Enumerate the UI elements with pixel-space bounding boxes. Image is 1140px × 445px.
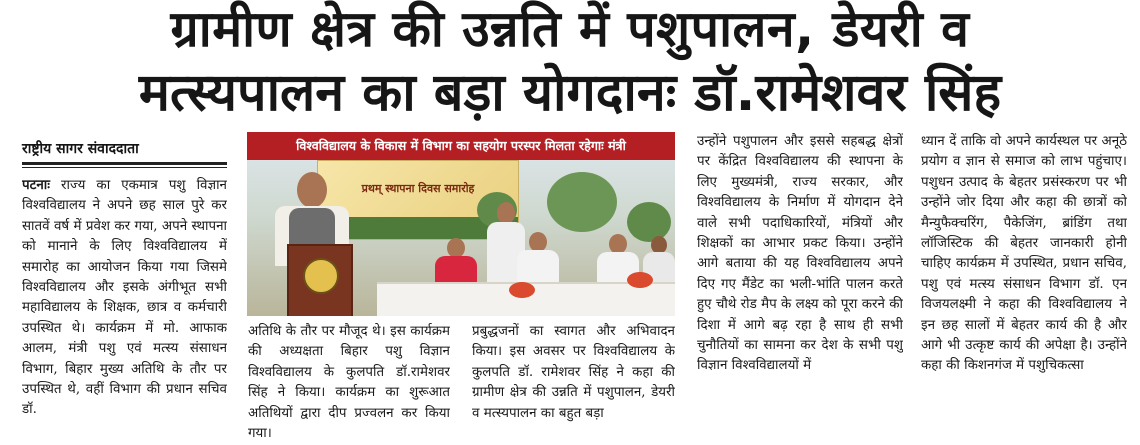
- photo-caption: विश्वविद्यालय के विकास में विभाग का सहयोग परस्पर मिलता रहेगाः मंत्री: [247, 132, 675, 160]
- dateline: पटनाः: [22, 178, 50, 193]
- headline-line-2: मत्स्यपालन का बड़ा योगदानः डॉ.रामेशवर सिंह: [138, 63, 1002, 123]
- article-column-1b: अतिथि के तौर पर मौजूद थे। इस कार्यक्रम की अध्यक्षता बिहार पशु विज्ञान विश्वविद्यालय के कुलपति डॉ.रामेशवर सिंह ने किया। कार्यक्रम का शुरूआत अतिथियों द्वारा दीप प्रज्वलन कर किया गया।: [248, 324, 450, 442]
- flower-bouquet-icon: [509, 282, 535, 298]
- headline-line-1: ग्रामीण क्षेत्र की उन्नति में पशुपालन, डेयरी व: [170, 0, 970, 58]
- article-column-2: प्रबुद्धजनों का स्वागत और अभिवादन किया। इस अवसर पर विश्वविद्यालय के कुलपति डॉ. रामेशवर सिंह ने कहा की ग्रामीण क्षेत्र की उन्नति में पशुपालन, डेयरी व मत्स्यपालन का बहुत बड़ा: [472, 324, 675, 421]
- article-column-1: [22, 176, 227, 445]
- emblem-icon: [303, 258, 339, 294]
- event-banner-text: प्रथम् स्थापना दिवस समारोह: [361, 182, 475, 195]
- byline-rule-thick: [22, 162, 227, 165]
- byline-rule-thin: [22, 167, 227, 168]
- event-photo: [247, 132, 675, 316]
- article-column-1-text: राज्य का एकमात्र पशु विज्ञान विश्वविद्यालय ने अपने छह साल पुरे कर सातवें वर्ष में प्रवेश कर गया, अपने स्थापना को मानाने के लिए विश्वविद्यालय में समारोह का आयोजन किया गया जिसमे विश्वविद्यालय और इसके अंगीभूत सभी महाविद्यालय के शिक्षक, छात्र व कर्मचारी उपस्थित थे। कार्यक्रम में मो. आफाक आलम, मंत्री पशु एवं मत्स्य संसाधन विभाग, बिहार मुख्य अतिथि के तौर पर उपस्थित थे, वहीं विभाग की प्रधान सचिव डॉ.: [22, 178, 227, 418]
- byline: राष्ट्रीय सागर संवाददाता: [22, 141, 139, 157]
- article-column-3: उन्होंने पशुपालन और इससे सहबद्ध क्षेत्रों पर केंद्रित विश्वविद्यालय की स्थापना के लिए मुख्यमंत्री, राज्य सरकार, और विश्वविद्यालय के निर्माण में योगदान देने वाले सभी पदाधिकारियों, मंत्रियों और शिक्षकों का आभार प्रकट किया। उन्होंने आगे बताया की यह विश्वविद्यालय अपने दिए गए मैंडेट का भली-भांति पालन करते हुए चौथे रोड मैप के लक्ष्य को पूरा करने की दिशा में आगे बढ़ रहा है साथ ही सभी चुनौतियों का सामना कर देश के सभी पशु विज्ञान विश्वविद्यालयों में: [697, 134, 903, 374]
- tree-decoration: [547, 172, 617, 232]
- tree-decoration: [627, 202, 671, 242]
- article-column-4: ध्यान दें ताकि वो अपने कार्यस्थल पर अनूठे प्रयोग व ज्ञान से समाज को लाभ पहुंचाए। पशुधन उत्पाद के बेहतर प्रसंस्करण पर भी उन्होंने जोर दिया और कहा की छात्रों को मैन्युफैक्चरिंग, पैकेजिंग, ब्रांडिंग तथा लॉजिस्टिक की बेहतर जानकारी होनी चाहिए कार्यक्रम में उपस्थित, प्रधान सचिव, पशु एवं मत्स्य संसाधन विभाग डॉ. एन विजयलक्ष्मी ने कहा की विश्वविद्यालय ने इन छह सालों में बेहतर कार्य की है और आगे भी उत्कृष्ट कार्य की अपेक्षा है। उन्होंने कहा की किशनगंज में पशुचिकत्सा: [921, 134, 1127, 374]
- flower-bouquet-icon: [627, 272, 653, 288]
